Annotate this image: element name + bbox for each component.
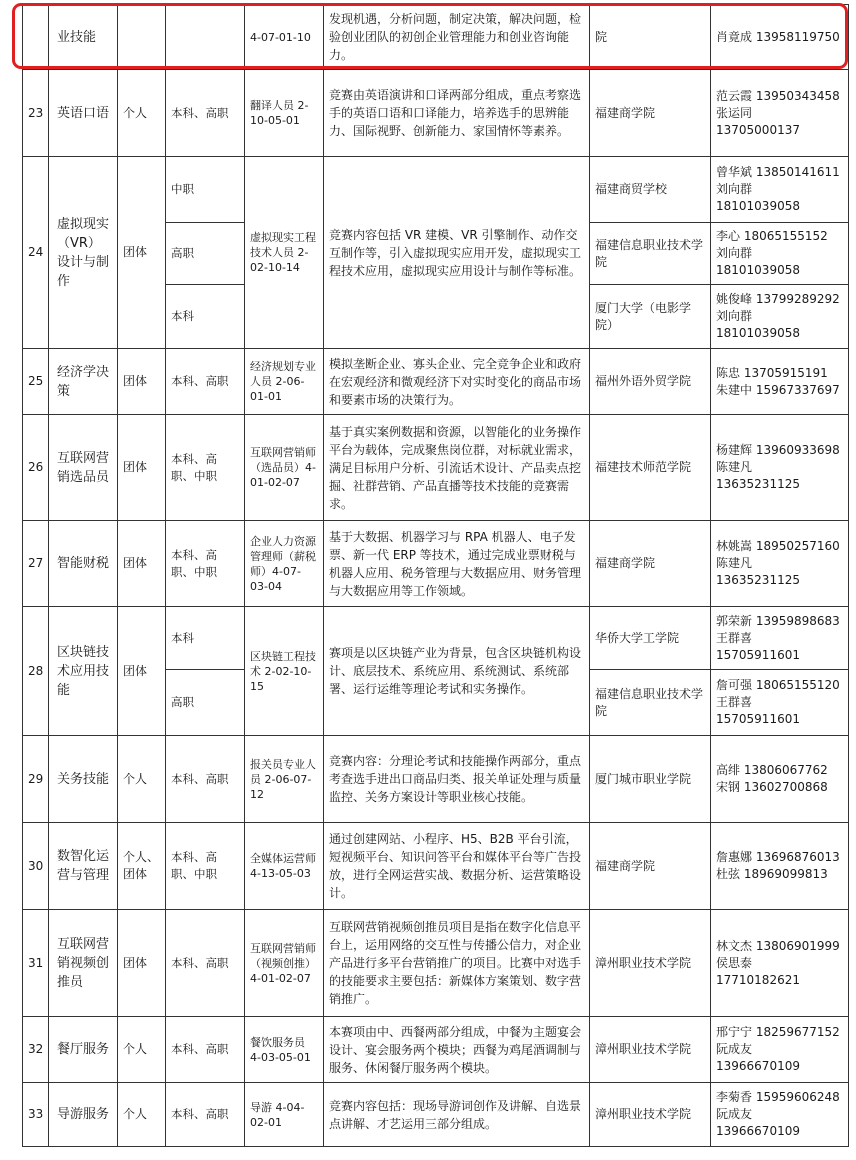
occupation-code: 经济规划专业人员 2-06-01-01	[245, 349, 324, 415]
row-number: 30	[23, 823, 49, 910]
competition-type: 个人	[118, 736, 166, 823]
competition-type: 团体	[118, 521, 166, 607]
competition-description: 基于大数据、机器学习与 RPA 机器人、电子发票、新一代 ERP 等技术，通过完成业票财税与机器人应用、税务管理与大数据应用、财务管理与大数据应用等工作领域。	[324, 521, 590, 607]
contact-line: 宋钢 13602700868	[716, 780, 828, 794]
table-row	[23, 415, 849, 521]
host-institution: 华侨大学工学院	[590, 607, 711, 670]
contact-info	[711, 157, 849, 223]
table-row	[23, 607, 849, 670]
table-row	[23, 1083, 849, 1147]
contact-line: 陈建凡	[716, 460, 753, 474]
table-row	[23, 1017, 849, 1083]
contact-line: 陈忠 13705915191	[716, 365, 828, 380]
education-level: 本科、高职、中职	[166, 415, 245, 521]
host-institution: 漳州职业技术学院	[590, 1083, 711, 1147]
education-level: 本科、高职	[166, 910, 245, 1017]
row-number: 24	[23, 157, 49, 349]
contact-info	[711, 5, 849, 70]
table-row	[23, 70, 849, 157]
contact-line: 15705911601	[716, 712, 800, 726]
host-institution: 福建商贸学校	[590, 157, 711, 223]
contact-line: 曾华斌 13850141611	[716, 165, 840, 179]
contact-info	[711, 349, 849, 415]
contact-line: 18101039058	[716, 263, 800, 277]
competition-description: 通过创建网站、小程序、H5、B2B 平台引流，短视频平台、知识问答平台和媒体平台等广告投放，进行全网运营实战、数据分析、运营策略设计。	[324, 823, 590, 910]
contact-line: 邢宁宁 18259677152	[716, 1025, 840, 1039]
contact-line: 陈建凡	[716, 556, 753, 570]
competition-type	[118, 5, 166, 70]
competition-name: 虚拟现实（VR）设计与制作	[49, 157, 118, 349]
occupation-code: 互联网营销师（视频创推）4-01-02-07	[245, 910, 324, 1017]
contact-line: 18101039058	[716, 326, 800, 340]
contact-line: 13966670109	[716, 1059, 800, 1073]
table-row	[23, 157, 849, 223]
competition-type: 个人	[118, 1017, 166, 1083]
contact-line: 詹可强 18065155120	[716, 678, 840, 692]
competition-description: 竞赛内容包括 VR 建模、VR 引擎制作、动作交互制作等，引入虚拟现实应用开发，虚拟现实工程技术应用，虚拟现实应用设计与制作等标准。	[324, 157, 590, 349]
occupation-code: 报关员专业人员 2-06-07-12	[245, 736, 324, 823]
education-level: 本科	[166, 607, 245, 670]
row-number: 33	[23, 1083, 49, 1147]
competition-type: 个人、团体	[118, 823, 166, 910]
row-number: 32	[23, 1017, 49, 1083]
competition-name: 数智化运营与管理	[49, 823, 118, 910]
competition-name: 餐厅服务	[49, 1017, 118, 1083]
contact-line: 姚俊峰 13799289292	[716, 292, 840, 306]
host-institution: 福建信息职业技术学院	[590, 223, 711, 285]
competition-description: 竞赛内容：分理论考试和技能操作两部分，重点考查选手进出口商品归类、报关单证处理与质量监控、关务方案设计等职业核心技能。	[324, 736, 590, 823]
contact-line: 阮成友	[716, 1107, 753, 1121]
contact-line: 13635231125	[716, 477, 800, 491]
education-level: 本科、高职	[166, 70, 245, 157]
contact-line: 刘向群	[716, 246, 753, 260]
contact-line: 13966670109	[716, 1124, 800, 1138]
table-row	[23, 736, 849, 823]
row-number: 25	[23, 349, 49, 415]
table-row	[23, 823, 849, 910]
host-institution: 漳州职业技术学院	[590, 1017, 711, 1083]
contact-line: 13705000137	[716, 122, 800, 137]
competition-description: 发现机遇，分析问题，制定决策，解决问题，检验创业团队的初创企业管理能力和创业咨询能力。	[324, 5, 590, 70]
table-row	[23, 349, 849, 415]
contact-line: 杨建辉 13960933698	[716, 443, 840, 457]
occupation-code: 企业人力资源管理师（薪税师）4-07-03-04	[245, 521, 324, 607]
contact-line: 李心 18065155152	[716, 229, 828, 243]
contact-line: 杜弦 18969099813	[716, 867, 828, 881]
host-institution: 厦门大学（电影学院）	[590, 285, 711, 349]
education-level: 高职	[166, 223, 245, 285]
contact-info	[711, 285, 849, 349]
host-institution: 院	[590, 5, 711, 70]
host-institution: 厦门城市职业学院	[590, 736, 711, 823]
contact-line: 侯思泰	[716, 955, 753, 970]
contact-info	[711, 521, 849, 607]
row-number	[23, 5, 49, 70]
row-number: 26	[23, 415, 49, 521]
competition-description: 竞赛内容包括：现场导游词创作及讲解、自选景点讲解、才艺运用三部分组成。	[324, 1083, 590, 1147]
competition-table	[22, 4, 849, 1147]
contact-line: 13635231125	[716, 573, 800, 587]
host-institution: 福建商学院	[590, 70, 711, 157]
contact-info	[711, 70, 849, 157]
contact-info	[711, 1017, 849, 1083]
row-number: 27	[23, 521, 49, 607]
occupation-code: 导游 4-04-02-01	[245, 1083, 324, 1147]
row-number: 28	[23, 607, 49, 736]
competition-type: 团体	[118, 910, 166, 1017]
table-row	[23, 5, 849, 70]
contact-line: 阮成友	[716, 1042, 753, 1056]
contact-line: 15705911601	[716, 647, 800, 662]
competition-description: 模拟垄断企业、寡头企业、完全竞争企业和政府在宏观经济和微观经济下对实时变化的商品市场和要素市场的决策行为。	[324, 349, 590, 415]
contact-info	[711, 1083, 849, 1147]
competition-name: 经济学决策	[49, 349, 118, 415]
contact-line: 范云霞 13950343458	[716, 88, 840, 103]
competition-type: 团体	[118, 349, 166, 415]
contact-info	[711, 670, 849, 736]
occupation-code: 互联网营销师（选品员）4-01-02-07	[245, 415, 324, 521]
occupation-code: 4-07-01-10	[245, 5, 324, 70]
row-number: 31	[23, 910, 49, 1017]
table-row	[23, 521, 849, 607]
contact-info	[711, 910, 849, 1017]
contact-info	[711, 823, 849, 910]
contact-line: 张运同	[716, 105, 753, 120]
contact-line: 郭荣新 13959898683	[716, 613, 840, 628]
education-level: 本科	[166, 285, 245, 349]
host-institution: 漳州职业技术学院	[590, 910, 711, 1017]
contact-info	[711, 223, 849, 285]
competition-name: 区块链技术应用技能	[49, 607, 118, 736]
occupation-code: 区块链工程技术 2-02-10-15	[245, 607, 324, 736]
occupation-code: 翻译人员 2-10-05-01	[245, 70, 324, 157]
education-level: 中职	[166, 157, 245, 223]
competition-type: 个人	[118, 1083, 166, 1147]
education-level: 本科、高职	[166, 1017, 245, 1083]
contact-line: 王群喜	[716, 630, 753, 645]
competition-type: 团体	[118, 607, 166, 736]
host-institution: 福州外语外贸学院	[590, 349, 711, 415]
host-institution: 福建商学院	[590, 823, 711, 910]
contact-line: 高绯 13806067762	[716, 763, 828, 777]
contact-info	[711, 415, 849, 521]
competition-type: 个人	[118, 70, 166, 157]
contact-line: 18101039058	[716, 199, 800, 213]
contact-line: 王群喜	[716, 695, 753, 709]
competition-name: 导游服务	[49, 1083, 118, 1147]
contact-line: 刘向群	[716, 309, 753, 323]
contact-info	[711, 607, 849, 670]
occupation-code: 虚拟现实工程技术人员 2-02-10-14	[245, 157, 324, 349]
competition-name: 关务技能	[49, 736, 118, 823]
competition-description: 基于真实案例数据和资源，以智能化的业务操作平台为载体，完成聚焦岗位群，对标就业需求，满足目标用户分析、引流话术设计、产品卖点挖掘、社群营销、产品直播等技术技能的竞赛需求。	[324, 415, 590, 521]
competition-description: 本赛项由中、西餐两部分组成，中餐为主题宴会设计、宴会服务两个模块；西餐为鸡尾酒调制与服务、休闲餐厅服务两个模块。	[324, 1017, 590, 1083]
education-level	[166, 5, 245, 70]
host-institution: 福建信息职业技术学院	[590, 670, 711, 736]
competition-name: 智能财税	[49, 521, 118, 607]
competition-type: 团体	[118, 415, 166, 521]
contact-line: 肖竟成 13958119750	[716, 29, 840, 44]
row-number: 23	[23, 70, 49, 157]
occupation-code: 全媒体运营师 4-13-05-03	[245, 823, 324, 910]
contact-line: 李菊香 15959606248	[716, 1090, 840, 1104]
education-level: 本科、高职	[166, 736, 245, 823]
contact-line: 詹惠娜 13696876013	[716, 850, 840, 864]
table-row	[23, 910, 849, 1017]
competition-description: 互联网营销视频创推员项目是指在数字化信息平台上，运用网络的交互性与传播公信力，对企业产品进行多平台营销推广的项目。比赛中对选手的技能要求主要包括：新媒体方案策划、数字营销推广。	[324, 910, 590, 1017]
competition-description: 赛项是以区块链产业为背景，包含区块链机构设计、底层技术、系统应用、系统测试、系统部署、运行运维等理论考试和实务操作。	[324, 607, 590, 736]
contact-line: 17710182621	[716, 972, 800, 987]
occupation-code: 餐饮服务员 4-03-05-01	[245, 1017, 324, 1083]
row-number: 29	[23, 736, 49, 823]
competition-description: 竞赛由英语演讲和口译两部分组成，重点考察选手的英语口语和口译能力，培养选手的思辨能力、国际视野、创新能力、家国情怀等素养。	[324, 70, 590, 157]
competition-name: 互联网营销视频创推员	[49, 910, 118, 1017]
contact-line: 林文杰 13806901999	[716, 938, 840, 953]
contact-info	[711, 736, 849, 823]
education-level: 本科、高职	[166, 1083, 245, 1147]
contact-line: 刘向群	[716, 182, 753, 196]
education-level: 本科、高职、中职	[166, 823, 245, 910]
host-institution: 福建商学院	[590, 521, 711, 607]
education-level: 高职	[166, 670, 245, 736]
host-institution: 福建技术师范学院	[590, 415, 711, 521]
competition-name: 业技能	[49, 5, 118, 70]
contact-line: 朱建中 15967337697	[716, 382, 840, 397]
competition-name: 互联网营销选品员	[49, 415, 118, 521]
education-level: 本科、高职、中职	[166, 521, 245, 607]
contact-line: 林姚嵩 18950257160	[716, 539, 840, 553]
competition-name: 英语口语	[49, 70, 118, 157]
education-level: 本科、高职	[166, 349, 245, 415]
competition-type: 团体	[118, 157, 166, 349]
